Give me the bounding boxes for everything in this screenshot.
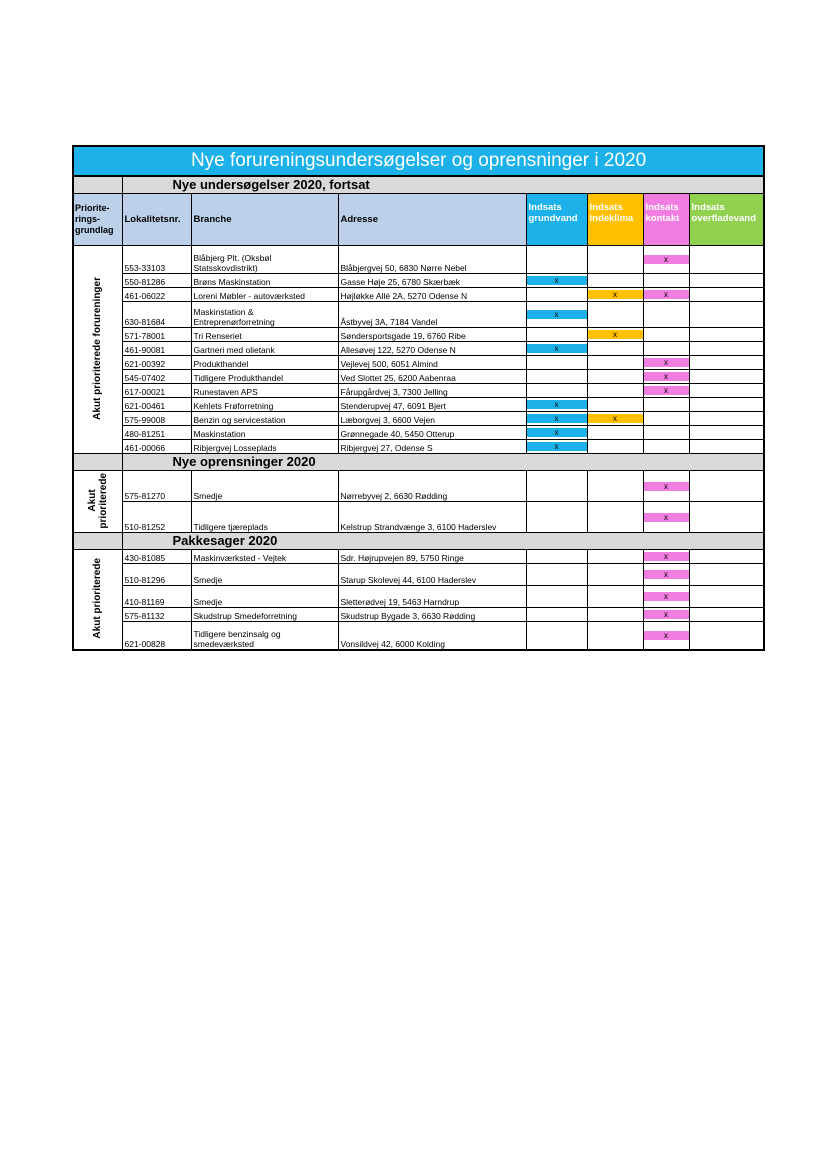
indsats-indeklima-cell — [587, 440, 643, 454]
adresse-cell: Allesøvej 122, 5270 Odense N — [338, 342, 526, 356]
indsats-grundvand-cell — [526, 384, 587, 398]
branche-cell: Tri Renseriet — [191, 328, 338, 342]
indsats-kontakt-cell — [643, 342, 689, 356]
indsats-overfladevand-cell — [689, 471, 764, 502]
section-row-oprensninger — [73, 454, 764, 471]
section-row-undersoegelser — [73, 176, 764, 194]
indsats-indeklima-cell — [587, 608, 643, 622]
indsats-grundvand-cell — [526, 246, 587, 274]
indsats-kontakt-mark: x — [644, 592, 689, 601]
indsats-kontakt-mark: x — [644, 513, 689, 522]
lokalitetsnr-cell: 461-00066 — [122, 440, 191, 454]
table-row — [73, 550, 764, 564]
adresse-cell: Vejlevej 500, 6051 Almind — [338, 356, 526, 370]
lokalitetsnr-cell: 410-81169 — [122, 586, 191, 608]
indsats-grundvand-cell — [526, 342, 587, 356]
section-label: Nye oprensninger 2020 — [122, 454, 764, 471]
indsats-indeklima-cell — [587, 302, 643, 328]
indsats-grundvand-cell — [526, 302, 587, 328]
priority-group-label — [73, 246, 122, 454]
table-row — [73, 622, 764, 650]
indsats-indeklima-mark: x — [588, 290, 643, 299]
indsats-kontakt-cell — [643, 288, 689, 302]
table-row — [73, 328, 764, 342]
indsats-grundvand-mark: x — [527, 310, 587, 319]
indsats-indeklima-cell — [587, 586, 643, 608]
lokalitetsnr-cell: 621-00461 — [122, 398, 191, 412]
indsats-overfladevand-cell — [689, 440, 764, 454]
table-row — [73, 471, 764, 502]
indsats-grundvand-mark: x — [527, 442, 587, 451]
branche-cell: Skudstrup Smedeforretning — [191, 608, 338, 622]
section-label: Pakkesager 2020 — [122, 533, 764, 550]
table-row — [73, 426, 764, 440]
branche-cell: Runestaven APS — [191, 384, 338, 398]
adresse-cell: Sdr. Højrupvejen 89, 5750 Ringe — [338, 550, 526, 564]
indsats-overfladevand-cell — [689, 502, 764, 533]
indsats-grundvand-cell — [526, 370, 587, 384]
indsats-overfladevand-cell — [689, 622, 764, 650]
branche-cell: Loreni Møbler - autoværksted — [191, 288, 338, 302]
indsats-overfladevand-cell — [689, 412, 764, 426]
adresse-cell: Stenderupvej 47, 6091 Bjert — [338, 398, 526, 412]
indsats-grundvand-cell — [526, 586, 587, 608]
branche-cell: Tidligere tjæreplads — [191, 502, 338, 533]
indsats-overfladevand-cell — [689, 328, 764, 342]
indsats-grundvand-cell — [526, 471, 587, 502]
lokalitetsnr-cell: 630-81684 — [122, 302, 191, 328]
indsats-kontakt-mark: x — [644, 255, 689, 264]
indsats-kontakt-cell — [643, 356, 689, 370]
header-indsats-grundvand: Indsats grundvand — [526, 194, 587, 246]
indsats-kontakt-cell — [643, 302, 689, 328]
indsats-kontakt-mark: x — [644, 358, 689, 367]
priority-group-label — [73, 471, 122, 533]
indsats-kontakt-cell — [643, 412, 689, 426]
indsats-grundvand-mark: x — [527, 414, 587, 423]
adresse-cell: Blåbjergvej 50, 6830 Nørre Nebel — [338, 246, 526, 274]
adresse-cell: Starup Skolevej 44, 6100 Haderslev — [338, 564, 526, 586]
header-branche: Branche — [191, 194, 338, 246]
section-spacer — [73, 176, 122, 194]
adresse-cell: Sletterødvej 19, 5463 Harndrup — [338, 586, 526, 608]
lokalitetsnr-cell: 575-99008 — [122, 412, 191, 426]
table-row — [73, 398, 764, 412]
lokalitetsnr-cell: 461-06022 — [122, 288, 191, 302]
header-indsats-indeklima: Indsats indeklima — [587, 194, 643, 246]
indsats-kontakt-cell — [643, 564, 689, 586]
indsats-kontakt-mark: x — [644, 386, 689, 395]
indsats-kontakt-cell — [643, 384, 689, 398]
branche-cell: Blåbjerg Plt. (Oksbøl Statsskovdistrikt) — [191, 246, 338, 274]
indsats-kontakt-cell — [643, 370, 689, 384]
indsats-kontakt-mark: x — [644, 482, 689, 491]
indsats-kontakt-cell — [643, 622, 689, 650]
table-row — [73, 370, 764, 384]
adresse-cell: Kelstrup Strandvænge 3, 6100 Haderslev — [338, 502, 526, 533]
adresse-cell: Højløkke Allé 2A, 5270 Odense N — [338, 288, 526, 302]
header-lokalitetsnr: Lokalitetsnr. — [122, 194, 191, 246]
indsats-indeklima-cell — [587, 564, 643, 586]
section-spacer — [73, 454, 122, 471]
indsats-grundvand-mark: x — [527, 276, 587, 285]
priority-group-text: Akut prioriterede — [86, 472, 109, 529]
indsats-kontakt-mark: x — [644, 552, 689, 561]
adresse-cell: Grønnegade 40, 5450 Otterup — [338, 426, 526, 440]
branche-cell: Smedje — [191, 564, 338, 586]
lokalitetsnr-cell: 617-00021 — [122, 384, 191, 398]
indsats-overfladevand-cell — [689, 608, 764, 622]
priority-group-text: Akut prioriterede — [92, 557, 104, 639]
branche-cell: Brøns Maskinstation — [191, 274, 338, 288]
lokalitetsnr-cell: 550-81286 — [122, 274, 191, 288]
adresse-cell: Læborgvej 3, 6600 Vejen — [338, 412, 526, 426]
indsats-grundvand-mark: x — [527, 428, 587, 437]
indsats-indeklima-cell — [587, 426, 643, 440]
adresse-cell: Nørrebyvej 2, 6630 Rødding — [338, 471, 526, 502]
branche-cell: Kehlets Frøforretning — [191, 398, 338, 412]
lokalitetsnr-cell: 430-81085 — [122, 550, 191, 564]
table-row — [73, 608, 764, 622]
lokalitetsnr-cell: 480-81251 — [122, 426, 191, 440]
indsats-grundvand-cell — [526, 440, 587, 454]
indsats-kontakt-cell — [643, 586, 689, 608]
indsats-overfladevand-cell — [689, 288, 764, 302]
indsats-grundvand-cell — [526, 288, 587, 302]
table-row — [73, 384, 764, 398]
indsats-indeklima-cell — [587, 384, 643, 398]
indsats-kontakt-cell — [643, 440, 689, 454]
indsats-indeklima-cell — [587, 398, 643, 412]
indsats-overfladevand-cell — [689, 564, 764, 586]
branche-cell: Tidligere Produkthandel — [191, 370, 338, 384]
indsats-kontakt-cell — [643, 608, 689, 622]
indsats-grundvand-cell — [526, 398, 587, 412]
indsats-indeklima-cell — [587, 288, 643, 302]
priority-group-label — [73, 550, 122, 650]
adresse-cell: Ribjergvej 27, Odense S — [338, 440, 526, 454]
lokalitetsnr-cell: 510-81296 — [122, 564, 191, 586]
indsats-kontakt-cell — [643, 471, 689, 502]
indsats-kontakt-mark: x — [644, 372, 689, 381]
branche-cell: Benzin og servicestation — [191, 412, 338, 426]
section-label: Nye undersøgelser 2020, fortsat — [122, 176, 764, 194]
branche-cell: Gartneri med olietank — [191, 342, 338, 356]
indsats-indeklima-cell — [587, 412, 643, 426]
pollution-table — [72, 145, 765, 651]
indsats-kontakt-cell — [643, 274, 689, 288]
table-row — [73, 342, 764, 356]
table-row — [73, 502, 764, 533]
adresse-cell: Åstbyvej 3A, 7184 Vandel — [338, 302, 526, 328]
adresse-cell: Skudstrup Bygade 3, 6630 Rødding — [338, 608, 526, 622]
indsats-kontakt-cell — [643, 426, 689, 440]
indsats-indeklima-cell — [587, 502, 643, 533]
indsats-grundvand-cell — [526, 426, 587, 440]
branche-cell: Maskinstation — [191, 426, 338, 440]
priority-group-text: Akut prioriterede forureninger — [92, 277, 104, 420]
table-row — [73, 302, 764, 328]
indsats-overfladevand-cell — [689, 426, 764, 440]
indsats-overfladevand-cell — [689, 356, 764, 370]
indsats-overfladevand-cell — [689, 586, 764, 608]
lokalitetsnr-cell: 621-00392 — [122, 356, 191, 370]
indsats-indeklima-cell — [587, 328, 643, 342]
lokalitetsnr-cell: 621-00828 — [122, 622, 191, 650]
header-prioritering: Priorite- rings- grundlag — [73, 194, 122, 246]
branche-cell: Ribjergvej Losseplads — [191, 440, 338, 454]
indsats-kontakt-mark: x — [644, 570, 689, 579]
indsats-overfladevand-cell — [689, 550, 764, 564]
indsats-kontakt-cell — [643, 328, 689, 342]
indsats-overfladevand-cell — [689, 274, 764, 288]
section-spacer — [73, 533, 122, 550]
branche-cell: Smedje — [191, 471, 338, 502]
indsats-kontakt-cell — [643, 550, 689, 564]
table-row — [73, 356, 764, 370]
indsats-overfladevand-cell — [689, 342, 764, 356]
indsats-indeklima-cell — [587, 622, 643, 650]
indsats-indeklima-cell — [587, 550, 643, 564]
indsats-indeklima-mark: x — [588, 414, 643, 423]
title-row — [73, 146, 764, 176]
header-indsats-overfladevand: Indsats overfladevand — [689, 194, 764, 246]
indsats-grundvand-mark: x — [527, 344, 587, 353]
indsats-indeklima-cell — [587, 246, 643, 274]
adresse-cell: Fårupgårdvej 3, 7300 Jelling — [338, 384, 526, 398]
section-row-pakkesager — [73, 533, 764, 550]
indsats-indeklima-cell — [587, 370, 643, 384]
column-header-row — [73, 194, 764, 246]
branche-cell: Produkthandel — [191, 356, 338, 370]
indsats-indeklima-cell — [587, 356, 643, 370]
adresse-cell: Ved Slottet 25, 6200 Aabenraa — [338, 370, 526, 384]
table-row — [73, 274, 764, 288]
header-indsats-kontakt: Indsats kontakt — [643, 194, 689, 246]
adresse-cell: Vonsildvej 42, 6000 Kolding — [338, 622, 526, 650]
indsats-grundvand-cell — [526, 356, 587, 370]
indsats-indeklima-mark: x — [588, 330, 643, 339]
lokalitetsnr-cell: 571-78001 — [122, 328, 191, 342]
table-row — [73, 586, 764, 608]
indsats-grundvand-cell — [526, 564, 587, 586]
lokalitetsnr-cell: 545-07402 — [122, 370, 191, 384]
lokalitetsnr-cell: 461-90081 — [122, 342, 191, 356]
branche-cell: Tidligere benzinsalg og smedeværksted — [191, 622, 338, 650]
page-title: Nye forureningsundersøgelser og oprensninger i 2020 — [73, 146, 764, 176]
branche-cell: Smedje — [191, 586, 338, 608]
table-row — [73, 412, 764, 426]
indsats-indeklima-cell — [587, 342, 643, 356]
indsats-grundvand-mark: x — [527, 400, 587, 409]
adresse-cell: Gasse Høje 25, 6780 Skærbæk — [338, 274, 526, 288]
indsats-overfladevand-cell — [689, 246, 764, 274]
indsats-grundvand-cell — [526, 502, 587, 533]
table-row — [73, 246, 764, 274]
indsats-kontakt-cell — [643, 502, 689, 533]
indsats-grundvand-cell — [526, 622, 587, 650]
indsats-overfladevand-cell — [689, 302, 764, 328]
header-adresse: Adresse — [338, 194, 526, 246]
indsats-indeklima-cell — [587, 471, 643, 502]
indsats-grundvand-cell — [526, 274, 587, 288]
indsats-kontakt-mark: x — [644, 631, 689, 640]
adresse-cell: Søndersportsgade 19, 6760 Ribe — [338, 328, 526, 342]
lokalitetsnr-cell: 575-81270 — [122, 471, 191, 502]
indsats-overfladevand-cell — [689, 370, 764, 384]
table-row — [73, 288, 764, 302]
indsats-grundvand-cell — [526, 550, 587, 564]
lokalitetsnr-cell: 575-81132 — [122, 608, 191, 622]
indsats-kontakt-mark: x — [644, 610, 689, 619]
indsats-indeklima-cell — [587, 274, 643, 288]
indsats-kontakt-cell — [643, 398, 689, 412]
indsats-overfladevand-cell — [689, 384, 764, 398]
indsats-grundvand-cell — [526, 412, 587, 426]
lokalitetsnr-cell: 510-81252 — [122, 502, 191, 533]
indsats-kontakt-mark: x — [644, 290, 689, 299]
indsats-kontakt-cell — [643, 246, 689, 274]
indsats-overfladevand-cell — [689, 398, 764, 412]
table-row — [73, 440, 764, 454]
lokalitetsnr-cell: 553-33103 — [122, 246, 191, 274]
branche-cell: Maskinværksted - Vejtek — [191, 550, 338, 564]
indsats-grundvand-cell — [526, 328, 587, 342]
branche-cell: Maskinstation & Entreprenørforretning — [191, 302, 338, 328]
indsats-grundvand-cell — [526, 608, 587, 622]
table-row — [73, 564, 764, 586]
